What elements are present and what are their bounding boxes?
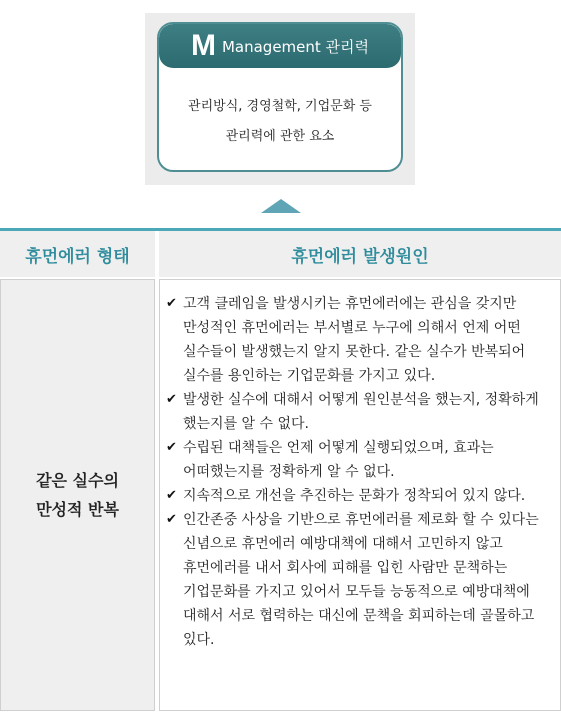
error-type-line-1: 같은 실수의 [36,471,119,490]
header-error-cause: 휴먼에러 발생원인 [159,231,561,277]
error-type-cell [0,279,155,711]
header-error-type: 휴먼에러 형태 [0,231,155,277]
card-title: Management 관리력 [221,37,370,56]
list-item: ✔ 인간존중 사상을 기반으로 휴먼에러를 제로화 할 수 있다는 신념으로 휴먼에러 예방대책에 대해서 고민하지 않고 휴먼에러를 내서 회사에 피해를 입힌 사람만 문책하는 기업문화를 가지고 있어서 모두들 능동적으로 예방대책에 대해서 서로 협력하는 대신에 문책을 회피하는데 골몰하고 있다. [166,508,552,652]
check-icon: ✔ [166,512,177,527]
card-desc-line-2: 관리력에 관한 요소 [225,129,335,144]
check-icon: ✔ [166,296,177,311]
list-item: ✔ 고객 클레임을 발생시키는 휴먼에러에는 관심을 갖지만 만성적인 휴먼에러는 부서별로 누구에 의해서 언제 어떤 실수들이 발생했는지 알지 못한다. 같은 실수가 반복되어 실수를 용인하는 기업문화를 가지고 있다. [166,292,552,388]
card-desc-line-1: 관리방식, 경영철학, 기업문화 등 [188,99,372,114]
error-type-line-2: 만성적 반복 [36,500,119,519]
list-item: ✔ 발생한 실수에 대해서 어떻게 원인분석을 했는지, 정확하게 했는지를 알 수 없다. [166,388,552,436]
card-header [159,24,401,68]
management-card [157,22,403,172]
list-item: ✔ 수립된 대책들은 언제 어떻게 실행되었으며, 효과는 어떠했는지를 정확하게 알 수 없다. [166,436,552,484]
error-cause-list [159,279,561,711]
m-logo-letter: M [190,29,216,62]
list-item: ✔ 지속적으로 개선을 추진하는 문화가 정착되어 있지 않다. [166,484,552,508]
check-icon: ✔ [166,488,177,503]
up-arrow-icon [261,199,301,213]
check-icon: ✔ [166,392,177,407]
card-description [159,92,401,152]
check-icon: ✔ [166,440,177,455]
